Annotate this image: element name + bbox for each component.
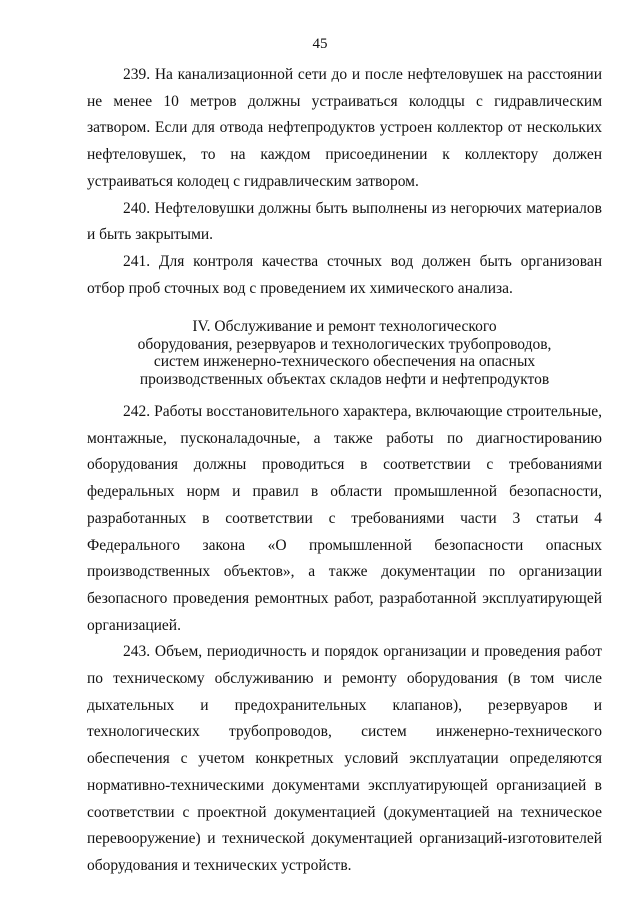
- section-heading-line: производственных объектах складов нефти и нефтепродуктов: [139, 370, 550, 388]
- paragraph-239: 239. На канализационной сети до и после нефтеловушек на расстоянии не менее 10 метров должны устраиваться колодцы с гидравлическим затвором. Если для отвода нефтепродуктов устроен коллектор от нескольких нефтеловушек, то на каждом присоединении к коллектору должен устраиваться колодец с гидравлическим затвором.: [87, 66, 602, 190]
- section-heading-line: систем инженерно-технического обеспечения на опасных: [153, 353, 536, 370]
- paragraphs-bottom: [87, 399, 602, 880]
- section-heading-line: оборудования, резервуаров и технологических трубопроводов,: [137, 335, 552, 353]
- section-heading: [87, 318, 602, 388]
- paragraph-242: 242. Работы восстановительного характера, включающие строительные, монтажные, пусконаладочные, а также работы по диагностированию оборудования должны проводиться в соответствии с требованиями федеральных норм и правил в области промышленной безопасности, разработанных в соответствии с требованиями части 3 статьи 4 Федерального закона «О промышленной безопасности опасных производственных объектов», а также документации по организации безопасного проведения ремонтных работ, разработанной эксплуатирующей организацией.: [87, 403, 602, 634]
- section-heading-line: IV. Обслуживание и ремонт технологического: [192, 318, 497, 335]
- paragraph-240: 240. Нефтеловушки должны быть выполнены из негорючих материалов и быть закрытыми.: [87, 199, 602, 244]
- paragraph-241: 241. Для контроля качества сточных вод должен быть организован отбор проб сточных вод с проведением их химического анализа.: [87, 252, 602, 297]
- page-number: 45: [312, 36, 328, 52]
- paragraphs-top: [87, 62, 602, 302]
- paragraph-243: 243. Объем, периодичность и порядок организации и проведения работ по техническому обслуживанию и ремонту оборудования (в том числе дыхательных и предохранительных клапанов), резервуаров и технологических трубопроводов, систем инженерно-технического обеспечения с учетом конкретных условий эксплуатации определяются нормативно-техническими документами эксплуатирующей организацией в соответствии с проектной документацией (документацией на техническое перевооружение) и технической документацией организаций-изготовителей оборудования и технических устройств.: [87, 643, 602, 874]
